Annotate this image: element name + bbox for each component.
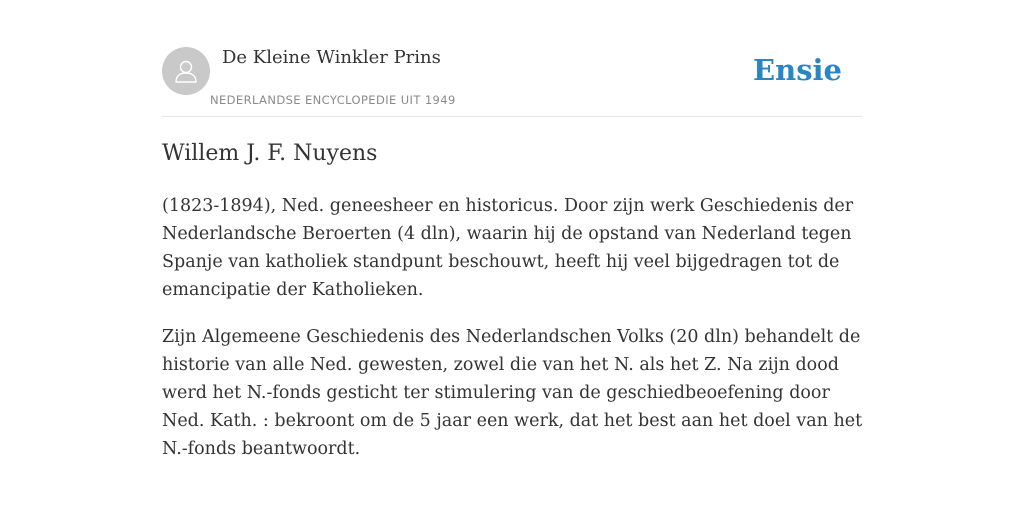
avatar[interactable] (162, 47, 210, 95)
source-header (162, 46, 862, 117)
source-subtitle: NEDERLANDSE ENCYCLOPEDIE UIT 1949 (210, 93, 456, 107)
article-paragraph: (1823-1894), Ned. geneesheer en historicus. Door zijn werk Geschiedenis der Nederlandsche Beroerten (4 dln), waarin hij de opstand van Nederland tegen Spanje van katholiek standpunt beschouwt, heeft hij veel bijgedragen tot de emancipatie der Katholieken. (162, 196, 854, 300)
article-paragraph: Zijn Algemeene Geschiedenis des Nederlandschen Volks (20 dln) behandelt de historie van alle Ned. gewesten, zowel die van het N. als het Z. Na zijn dood werd het N.-fonds gesticht ter stimulering van de geschiedbeoefening door Ned. Kath. : bekroont om de 5 jaar een werk, dat het best aan het doel van het N.-fonds beantwoordt. (162, 327, 863, 459)
article-title: Willem J. F. Nuyens (162, 141, 378, 166)
brand-logo[interactable]: Ensie (753, 53, 842, 87)
source-title[interactable]: De Kleine Winkler Prins (222, 47, 441, 68)
user-icon (172, 57, 200, 85)
article (162, 138, 866, 463)
